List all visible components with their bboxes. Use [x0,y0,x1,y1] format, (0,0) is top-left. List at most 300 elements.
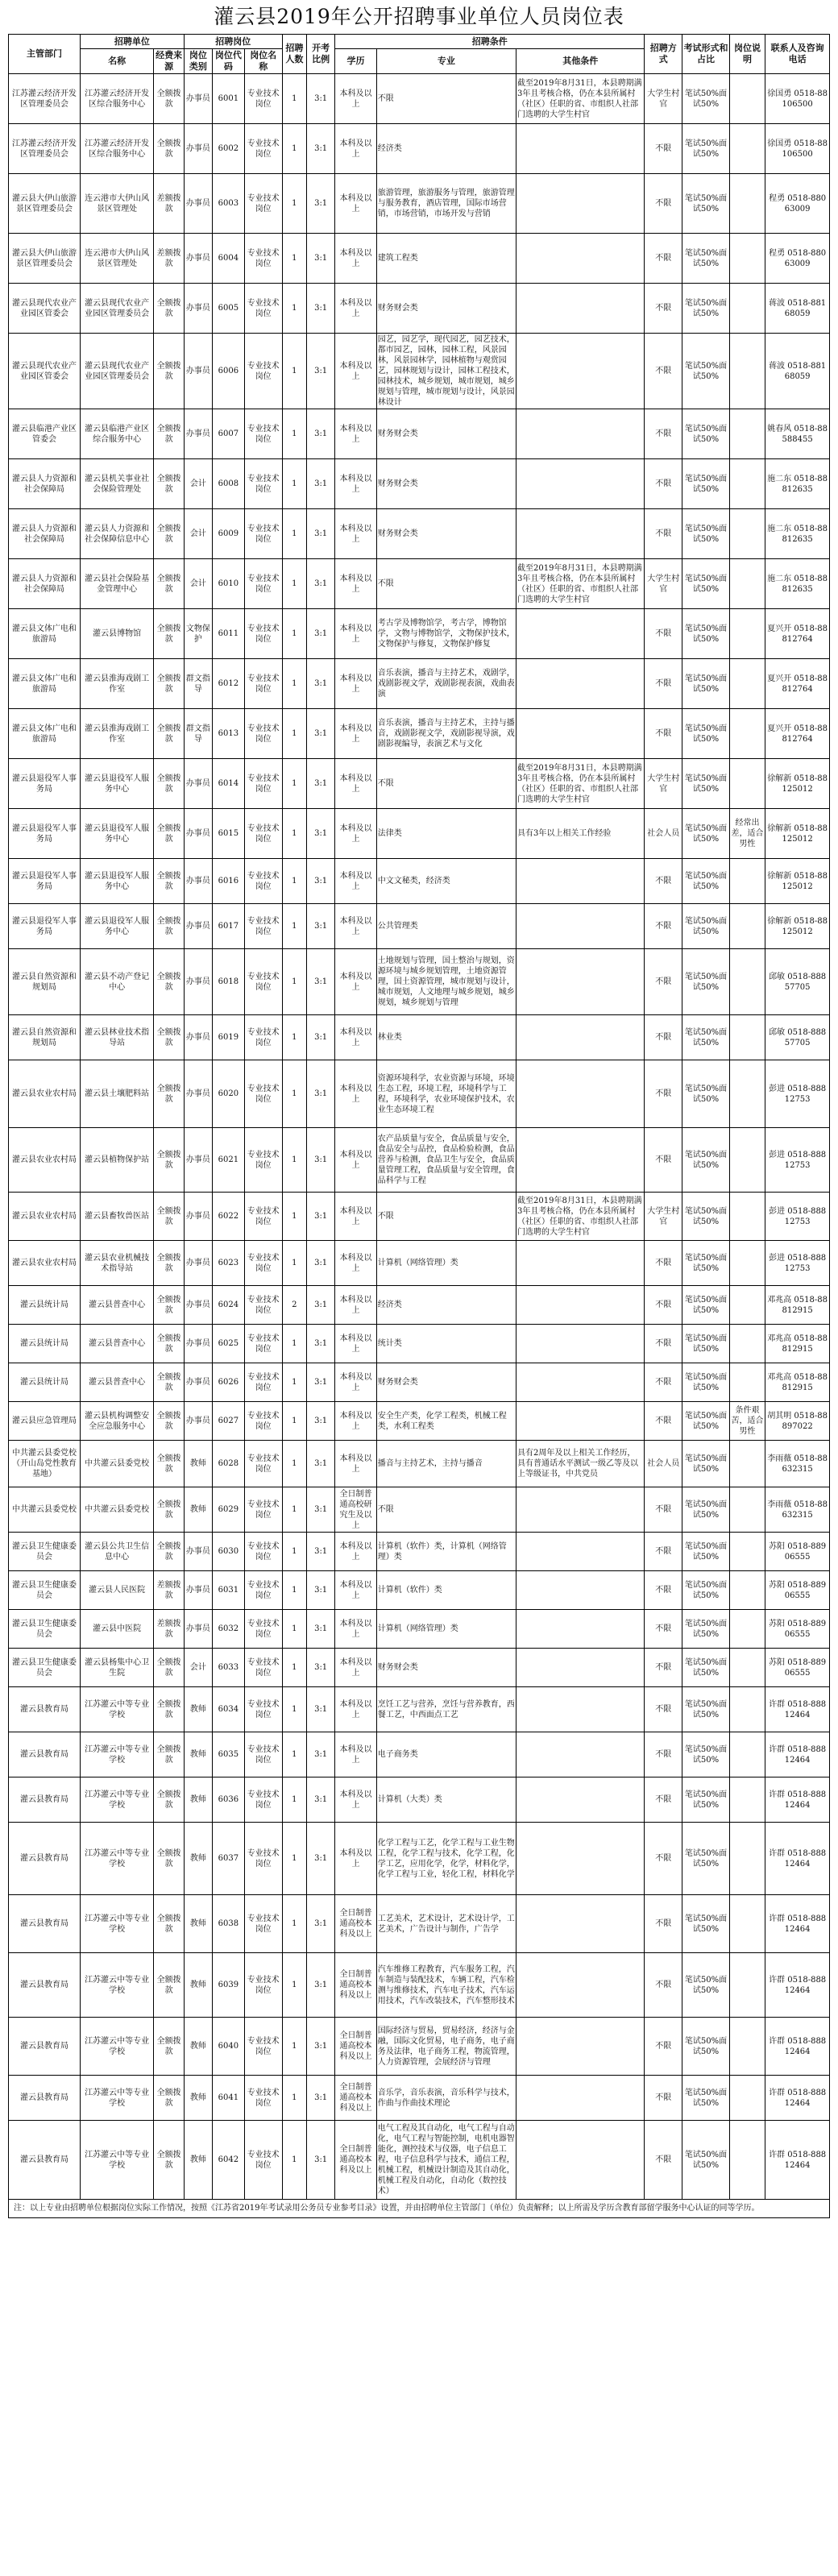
cell-bili: 3:1 [307,334,335,409]
cell-renshu: 1 [282,1060,306,1128]
cell-gangwei: 专业技术岗位 [244,284,282,334]
cell-jingfei: 全额拨款 [154,759,184,809]
header-xueli: 学历 [335,49,377,74]
cell-zhuguan: 灌云县教育局 [9,1687,81,1732]
cell-jingfei: 全额拨款 [154,1649,184,1687]
cell-gangwei: 专业技术岗位 [244,859,282,904]
cell-zhuguan: 灌云县退役军人事务局 [9,809,81,859]
cell-zhuguan: 江苏灌云经济开发区管理委员会 [9,74,81,124]
cell-renshu: 1 [282,1571,306,1610]
cell-renshu: 1 [282,1193,306,1241]
cell-kaoshi: 笔试50%面试50% [682,334,730,409]
cell-danwei: 江苏灌云中等专业学校 [81,1732,154,1777]
cell-daima: 6029 [212,1487,244,1533]
cell-gangwei: 专业技术岗位 [244,234,282,284]
cell-qita [516,659,645,709]
cell-jingfei: 全额拨款 [154,124,184,174]
cell-gangwei: 专业技术岗位 [244,609,282,659]
cell-xueli: 本科及以上 [335,1533,377,1571]
cell-xueli: 本科及以上 [335,1649,377,1687]
cell-xueli: 本科及以上 [335,174,377,234]
cell-kaoshi: 笔试50%面试50% [682,1363,730,1402]
cell-zhuguan: 灌云县教育局 [9,1953,81,2018]
header-shuoming: 岗位说明 [729,35,765,74]
cell-xueli: 本科及以上 [335,559,377,609]
cell-bili: 3:1 [307,659,335,709]
cell-fangshi: 不限 [645,234,682,284]
table-row [9,559,830,609]
table-row [9,1649,830,1687]
cell-kaoshi: 笔试50%面试50% [682,1241,730,1286]
cell-zhuanye: 汽车维修工程教育，汽车服务工程，汽车制造与装配技术，车辆工程，汽车检测与维修技术，汽车电子技术，汽车运用技术，汽车改装技术，汽车整形技术 [376,1953,516,2018]
cell-bili: 3:1 [307,1687,335,1732]
cell-lianxi: 邓兆高 0518-88812915 [765,1286,830,1325]
cell-jingfei: 全额拨款 [154,1363,184,1402]
cell-daima: 6002 [212,124,244,174]
table-row [9,904,830,949]
cell-fangshi: 不限 [645,1060,682,1128]
cell-shuoming [729,1286,765,1325]
cell-xueli: 本科及以上 [335,1610,377,1649]
cell-lianxi: 程勇 0518-88063009 [765,234,830,284]
cell-fangshi: 大学生村官 [645,759,682,809]
cell-lianxi: 夏兴开 0518-88812764 [765,709,830,759]
cell-qita [516,1241,645,1286]
cell-xueli: 本科及以上 [335,1441,377,1487]
cell-fangshi: 不限 [645,709,682,759]
cell-zhuanye: 财务财会类 [376,409,516,459]
cell-jingfei: 全额拨款 [154,659,184,709]
cell-kaoshi: 笔试50%面试50% [682,559,730,609]
cell-gangwei: 专业技术岗位 [244,759,282,809]
cell-danwei: 江苏灌云中等专业学校 [81,2121,154,2200]
cell-gangwei: 专业技术岗位 [244,949,282,1015]
cell-shuoming [729,1015,765,1060]
cell-qita [516,234,645,284]
cell-qita [516,2018,645,2076]
cell-renshu: 1 [282,1325,306,1363]
cell-jingfei: 全额拨款 [154,709,184,759]
cell-shuoming [729,1487,765,1533]
cell-fangshi: 社会人员 [645,1441,682,1487]
cell-jingfei: 全额拨款 [154,284,184,334]
cell-shuoming: 条件艰苦，适合男性 [729,1402,765,1441]
table-row [9,2121,830,2200]
cell-fangshi: 大学生村官 [645,74,682,124]
cell-zhuguan: 灌云县文体广电和旅游局 [9,609,81,659]
cell-leibie: 办事员 [184,904,212,949]
cell-lianxi: 夏兴开 0518-88812764 [765,659,830,709]
cell-gangwei: 专业技术岗位 [244,809,282,859]
cell-bili: 3:1 [307,709,335,759]
cell-lianxi: 苏阳 0518-88906555 [765,1571,830,1610]
cell-xueli: 本科及以上 [335,1823,377,1895]
cell-renshu: 1 [282,1533,306,1571]
cell-shuoming [729,759,765,809]
cell-kaoshi: 笔试50%面试50% [682,1895,730,1953]
cell-danwei: 江苏灌云经济开发区综合服务中心 [81,74,154,124]
cell-fangshi: 不限 [645,1823,682,1895]
cell-renshu: 1 [282,809,306,859]
cell-danwei: 灌云县社会保险基金管理中心 [81,559,154,609]
cell-xueli: 本科及以上 [335,949,377,1015]
cell-shuoming [729,284,765,334]
cell-lianxi: 徐解新 0518-88125012 [765,809,830,859]
header-jingfei: 经费来源 [154,49,184,74]
cell-zhuanye: 不限 [376,1487,516,1533]
cell-zhuanye: 国际经济与贸易，贸易经济，经济与金融，国际文化贸易，电子商务，电子商务及法律，电子商务工程，物流管理，人力资源管理，会展经济与管理 [376,2018,516,2076]
cell-kaoshi: 笔试50%面试50% [682,1687,730,1732]
cell-daima: 6018 [212,949,244,1015]
cell-daima: 6028 [212,1441,244,1487]
cell-daima: 6037 [212,1823,244,1895]
cell-zhuguan: 灌云县卫生健康委员会 [9,1533,81,1571]
cell-kaoshi: 笔试50%面试50% [682,124,730,174]
cell-qita: 截至2019年8月31日，本县聘期满3年且考核合格，仍在本县所属村（社区）任职的省、市组织人社部门选聘的大学生村官 [516,759,645,809]
cell-zhuanye: 音乐学，音乐表演，音乐科学与技术，作曲与作曲技术理论 [376,2076,516,2121]
cell-gangwei: 专业技术岗位 [244,1441,282,1487]
cell-fangshi: 不限 [645,2076,682,2121]
table-row [9,1402,830,1441]
cell-shuoming [729,609,765,659]
cell-jingfei: 全额拨款 [154,2018,184,2076]
cell-zhuanye: 统计类 [376,1325,516,1363]
cell-danwei: 江苏灌云中等专业学校 [81,2076,154,2121]
cell-shuoming [729,1363,765,1402]
cell-xueli: 本科及以上 [335,1732,377,1777]
cell-xueli: 本科及以上 [335,659,377,709]
cell-shuoming [729,334,765,409]
cell-leibie: 办事员 [184,1533,212,1571]
cell-daima: 6026 [212,1363,244,1402]
cell-danwei: 中共灌云县委党校 [81,1487,154,1533]
cell-danwei: 灌云县人民医院 [81,1571,154,1610]
cell-leibie: 教师 [184,1441,212,1487]
cell-bili: 3:1 [307,1241,335,1286]
cell-leibie: 办事员 [184,1325,212,1363]
cell-danwei: 灌云县普查中心 [81,1363,154,1402]
cell-zhuguan: 灌云县自然资源和规划局 [9,949,81,1015]
cell-fangshi: 不限 [645,1325,682,1363]
cell-zhuanye: 财务财会类 [376,1649,516,1687]
cell-fangshi: 不限 [645,1777,682,1823]
cell-zhuguan: 灌云县统计局 [9,1363,81,1402]
cell-gangwei: 专业技术岗位 [244,459,282,509]
cell-fangshi: 不限 [645,2121,682,2200]
cell-bili: 3:1 [307,1363,335,1402]
cell-shuoming [729,74,765,124]
cell-lianxi: 施二东 0518-88812635 [765,559,830,609]
cell-shuoming [729,1953,765,2018]
table-row [9,1060,830,1128]
cell-jingfei: 全额拨款 [154,809,184,859]
cell-renshu: 1 [282,709,306,759]
header-zhuanye: 专业 [376,49,516,74]
cell-leibie: 办事员 [184,174,212,234]
cell-zhuanye: 农产品质量与安全，食品质量与安全，食品安全与品控，食品检验检测，食品营养与检测，食品卫生与安全，食品质量管理工程，食品质量与安全管理，食品科学与工程 [376,1128,516,1193]
cell-lianxi: 施二东 0518-88812635 [765,459,830,509]
cell-bili: 3:1 [307,1777,335,1823]
cell-gangwei: 专业技术岗位 [244,1363,282,1402]
cell-shuoming [729,1649,765,1687]
cell-leibie: 教师 [184,2121,212,2200]
cell-kaoshi: 笔试50%面试50% [682,1777,730,1823]
table-row [9,1953,830,2018]
cell-daima: 6012 [212,659,244,709]
cell-fangshi: 不限 [645,1128,682,1193]
cell-bili: 3:1 [307,509,335,559]
cell-bili: 3:1 [307,1060,335,1128]
cell-fangshi: 不限 [645,609,682,659]
cell-leibie: 办事员 [184,949,212,1015]
page [8,0,830,2218]
cell-fangshi: 不限 [645,1402,682,1441]
cell-zhuguan: 灌云县教育局 [9,1732,81,1777]
cell-danwei: 灌云县淮海戏剧工作室 [81,659,154,709]
cell-zhuanye: 园艺，园艺学，现代园艺，园艺技术，都市园艺，园林，园林工程，风景园林，风景园林学，园林植物与观赏园艺，园林规划与设计，园林工程技术，园林技术，城乡规划，城市规划，城乡规划与管理，城市规划与设计，风景园林设计 [376,334,516,409]
cell-zhuanye: 财务财会类 [376,459,516,509]
cell-bili: 3:1 [307,1823,335,1895]
cell-lianxi: 邱敏 0518-88857705 [765,949,830,1015]
cell-lianxi: 许群 0518-88812464 [765,1777,830,1823]
cell-leibie: 办事员 [184,1610,212,1649]
cell-renshu: 2 [282,1286,306,1325]
cell-zhuanye: 财务财会类 [376,509,516,559]
cell-leibie: 办事员 [184,1363,212,1402]
cell-zhuguan: 灌云县现代农业产业园区管委会 [9,334,81,409]
cell-renshu: 1 [282,1777,306,1823]
cell-jingfei: 全额拨款 [154,904,184,949]
cell-shuoming [729,1128,765,1193]
cell-qita [516,409,645,459]
cell-lianxi: 许群 0518-88812464 [765,2121,830,2200]
cell-daima: 6015 [212,809,244,859]
cell-renshu: 1 [282,1128,306,1193]
cell-daima: 6024 [212,1286,244,1325]
cell-renshu: 1 [282,1241,306,1286]
cell-lianxi: 蒋波 0518-88168059 [765,334,830,409]
page-title: 灌云县2019年公开招聘事业单位人员岗位表 [214,5,624,28]
cell-gangwei: 专业技术岗位 [244,559,282,609]
cell-fangshi: 不限 [645,124,682,174]
cell-kaoshi: 笔试50%面试50% [682,1823,730,1895]
cell-jingfei: 全额拨款 [154,1895,184,1953]
table-row [9,1533,830,1571]
cell-kaoshi: 笔试50%面试50% [682,2121,730,2200]
cell-zhuguan: 灌云县卫生健康委员会 [9,1571,81,1610]
cell-bili: 3:1 [307,409,335,459]
cell-gangwei: 专业技术岗位 [244,1015,282,1060]
cell-shuoming [729,1687,765,1732]
cell-bili: 3:1 [307,1895,335,1953]
cell-kaoshi: 笔试50%面试50% [682,1325,730,1363]
cell-kaoshi: 笔试50%面试50% [682,74,730,124]
cell-qita [516,1610,645,1649]
cell-fangshi: 不限 [645,334,682,409]
cell-qita [516,609,645,659]
cell-zhuanye: 烹饪工艺与营养，烹饪与营养教育，西餐工艺，中西面点工艺 [376,1687,516,1732]
cell-renshu: 1 [282,659,306,709]
table-row [9,2018,830,2076]
cell-jingfei: 全额拨款 [154,1823,184,1895]
cell-fangshi: 不限 [645,1732,682,1777]
cell-zhuanye: 不限 [376,759,516,809]
cell-daima: 6036 [212,1777,244,1823]
cell-jingfei: 全额拨款 [154,2121,184,2200]
cell-zhuguan: 灌云县教育局 [9,1823,81,1895]
cell-xueli: 本科及以上 [335,1571,377,1610]
table-row [9,1571,830,1610]
cell-zhuanye: 不限 [376,74,516,124]
cell-qita: 截至2019年8月31日，本县聘期满3年且考核合格，仍在本县所属村（社区）任职的省、市组织人社部门选聘的大学生村官 [516,74,645,124]
table-row [9,1193,830,1241]
cell-gangwei: 专业技术岗位 [244,174,282,234]
cell-leibie: 文物保护 [184,609,212,659]
cell-zhuguan: 灌云县统计局 [9,1286,81,1325]
cell-jingfei: 全额拨款 [154,1487,184,1533]
cell-leibie: 办事员 [184,809,212,859]
cell-kaoshi: 笔试50%面试50% [682,1128,730,1193]
cell-daima: 6027 [212,1402,244,1441]
cell-lianxi: 李雨薇 0518-88632315 [765,1487,830,1533]
cell-kaoshi: 笔试50%面试50% [682,1193,730,1241]
cell-fangshi: 不限 [645,859,682,904]
cell-danwei: 灌云县不动产登记中心 [81,949,154,1015]
cell-zhuanye: 不限 [376,1193,516,1241]
table-row [9,1777,830,1823]
cell-shuoming [729,709,765,759]
cell-fangshi: 不限 [645,1533,682,1571]
cell-lianxi: 徐解新 0518-88125012 [765,759,830,809]
cell-xueli: 本科及以上 [335,284,377,334]
table-row [9,174,830,234]
cell-bili: 3:1 [307,1402,335,1441]
cell-fangshi: 不限 [645,1241,682,1286]
cell-renshu: 1 [282,2121,306,2200]
cell-renshu: 1 [282,859,306,904]
cell-gangwei: 专业技术岗位 [244,1193,282,1241]
cell-leibie: 会计 [184,1649,212,1687]
cell-daima: 6042 [212,2121,244,2200]
cell-lianxi: 徐国勇 0518-88106500 [765,124,830,174]
cell-kaoshi: 笔试50%面试50% [682,1060,730,1128]
cell-leibie: 会计 [184,459,212,509]
cell-bili: 3:1 [307,609,335,659]
cell-lianxi: 苏阳 0518-88906555 [765,1610,830,1649]
cell-kaoshi: 笔试50%面试50% [682,609,730,659]
cell-bili: 3:1 [307,1128,335,1193]
table-row [9,459,830,509]
header-zhaopin-danwei: 招聘单位 [81,35,185,49]
cell-bili: 3:1 [307,2121,335,2200]
cell-leibie: 办事员 [184,759,212,809]
cell-renshu: 1 [282,1895,306,1953]
cell-fangshi: 大学生村官 [645,559,682,609]
cell-zhuguan: 灌云县现代农业产业园区管委会 [9,284,81,334]
cell-fangshi: 不限 [645,509,682,559]
cell-fangshi: 不限 [645,904,682,949]
cell-qita [516,1953,645,2018]
cell-gangwei: 专业技术岗位 [244,124,282,174]
cell-leibie: 办事员 [184,1193,212,1241]
cell-renshu: 1 [282,459,306,509]
cell-zhuanye: 林业类 [376,1015,516,1060]
cell-leibie: 教师 [184,1777,212,1823]
cell-qita [516,1286,645,1325]
cell-danwei: 灌云县林业技术指导站 [81,1015,154,1060]
cell-xueli: 本科及以上 [335,459,377,509]
cell-bili: 3:1 [307,459,335,509]
cell-qita [516,1649,645,1687]
cell-danwei: 江苏灌云中等专业学校 [81,1687,154,1732]
cell-bili: 3:1 [307,1015,335,1060]
cell-danwei: 连云港市大伊山风景区管理处 [81,174,154,234]
cell-zhuguan: 中共灌云县委党校 [9,1487,81,1533]
cell-lianxi: 夏兴开 0518-88812764 [765,609,830,659]
cell-kaoshi: 笔试50%面试50% [682,509,730,559]
cell-shuoming [729,1241,765,1286]
cell-danwei: 灌云县现代农业产业园区管理委员会 [81,334,154,409]
cell-danwei: 江苏灌云中等专业学校 [81,1953,154,2018]
cell-qita [516,2121,645,2200]
cell-xueli: 本科及以上 [335,859,377,904]
cell-daima: 6035 [212,1732,244,1777]
cell-fangshi: 不限 [645,1687,682,1732]
cell-jingfei: 全额拨款 [154,1128,184,1193]
table-row [9,709,830,759]
cell-fangshi: 社会人员 [645,809,682,859]
cell-leibie: 办事员 [184,1241,212,1286]
cell-zhuanye: 公共管理类 [376,904,516,949]
cell-fangshi: 不限 [645,1953,682,2018]
cell-fangshi: 不限 [645,1895,682,1953]
cell-gangwei: 专业技术岗位 [244,1610,282,1649]
cell-xueli: 全日制普通高校本科及以上 [335,2121,377,2200]
cell-daima: 6031 [212,1571,244,1610]
cell-renshu: 1 [282,1649,306,1687]
cell-zhuanye: 旅游管理，旅游服务与管理，旅游管理与服务教育，酒店管理，国际市场营销，市场营销，市场开发与营销 [376,174,516,234]
cell-bili: 3:1 [307,74,335,124]
cell-bili: 3:1 [307,949,335,1015]
cell-lianxi: 邓兆高 0518-88812915 [765,1325,830,1363]
table-row [9,609,830,659]
cell-leibie: 办事员 [184,409,212,459]
cell-daima: 6004 [212,234,244,284]
cell-leibie: 办事员 [184,859,212,904]
cell-lianxi: 邱敏 0518-88857705 [765,1015,830,1060]
cell-kaoshi: 笔试50%面试50% [682,949,730,1015]
cell-lianxi: 许群 0518-88812464 [765,2018,830,2076]
cell-lianxi: 徐解新 0518-88125012 [765,904,830,949]
cell-jingfei: 全额拨款 [154,1402,184,1441]
cell-bili: 3:1 [307,1571,335,1610]
cell-jingfei: 全额拨款 [154,1286,184,1325]
table-row [9,659,830,709]
cell-lianxi: 程勇 0518-88063009 [765,174,830,234]
cell-lianxi: 蒋波 0518-88168059 [765,284,830,334]
cell-zhuanye: 计算机（网络管理）类 [376,1610,516,1649]
cell-zhuanye: 不限 [376,559,516,609]
cell-fangshi: 不限 [645,1015,682,1060]
cell-fangshi: 不限 [645,659,682,709]
cell-jingfei: 差额拨款 [154,174,184,234]
cell-renshu: 1 [282,174,306,234]
cell-daima: 6021 [212,1128,244,1193]
table-row [9,74,830,124]
cell-zhuguan: 灌云县教育局 [9,2121,81,2200]
cell-fangshi: 不限 [645,1363,682,1402]
cell-kaoshi: 笔试50%面试50% [682,1649,730,1687]
